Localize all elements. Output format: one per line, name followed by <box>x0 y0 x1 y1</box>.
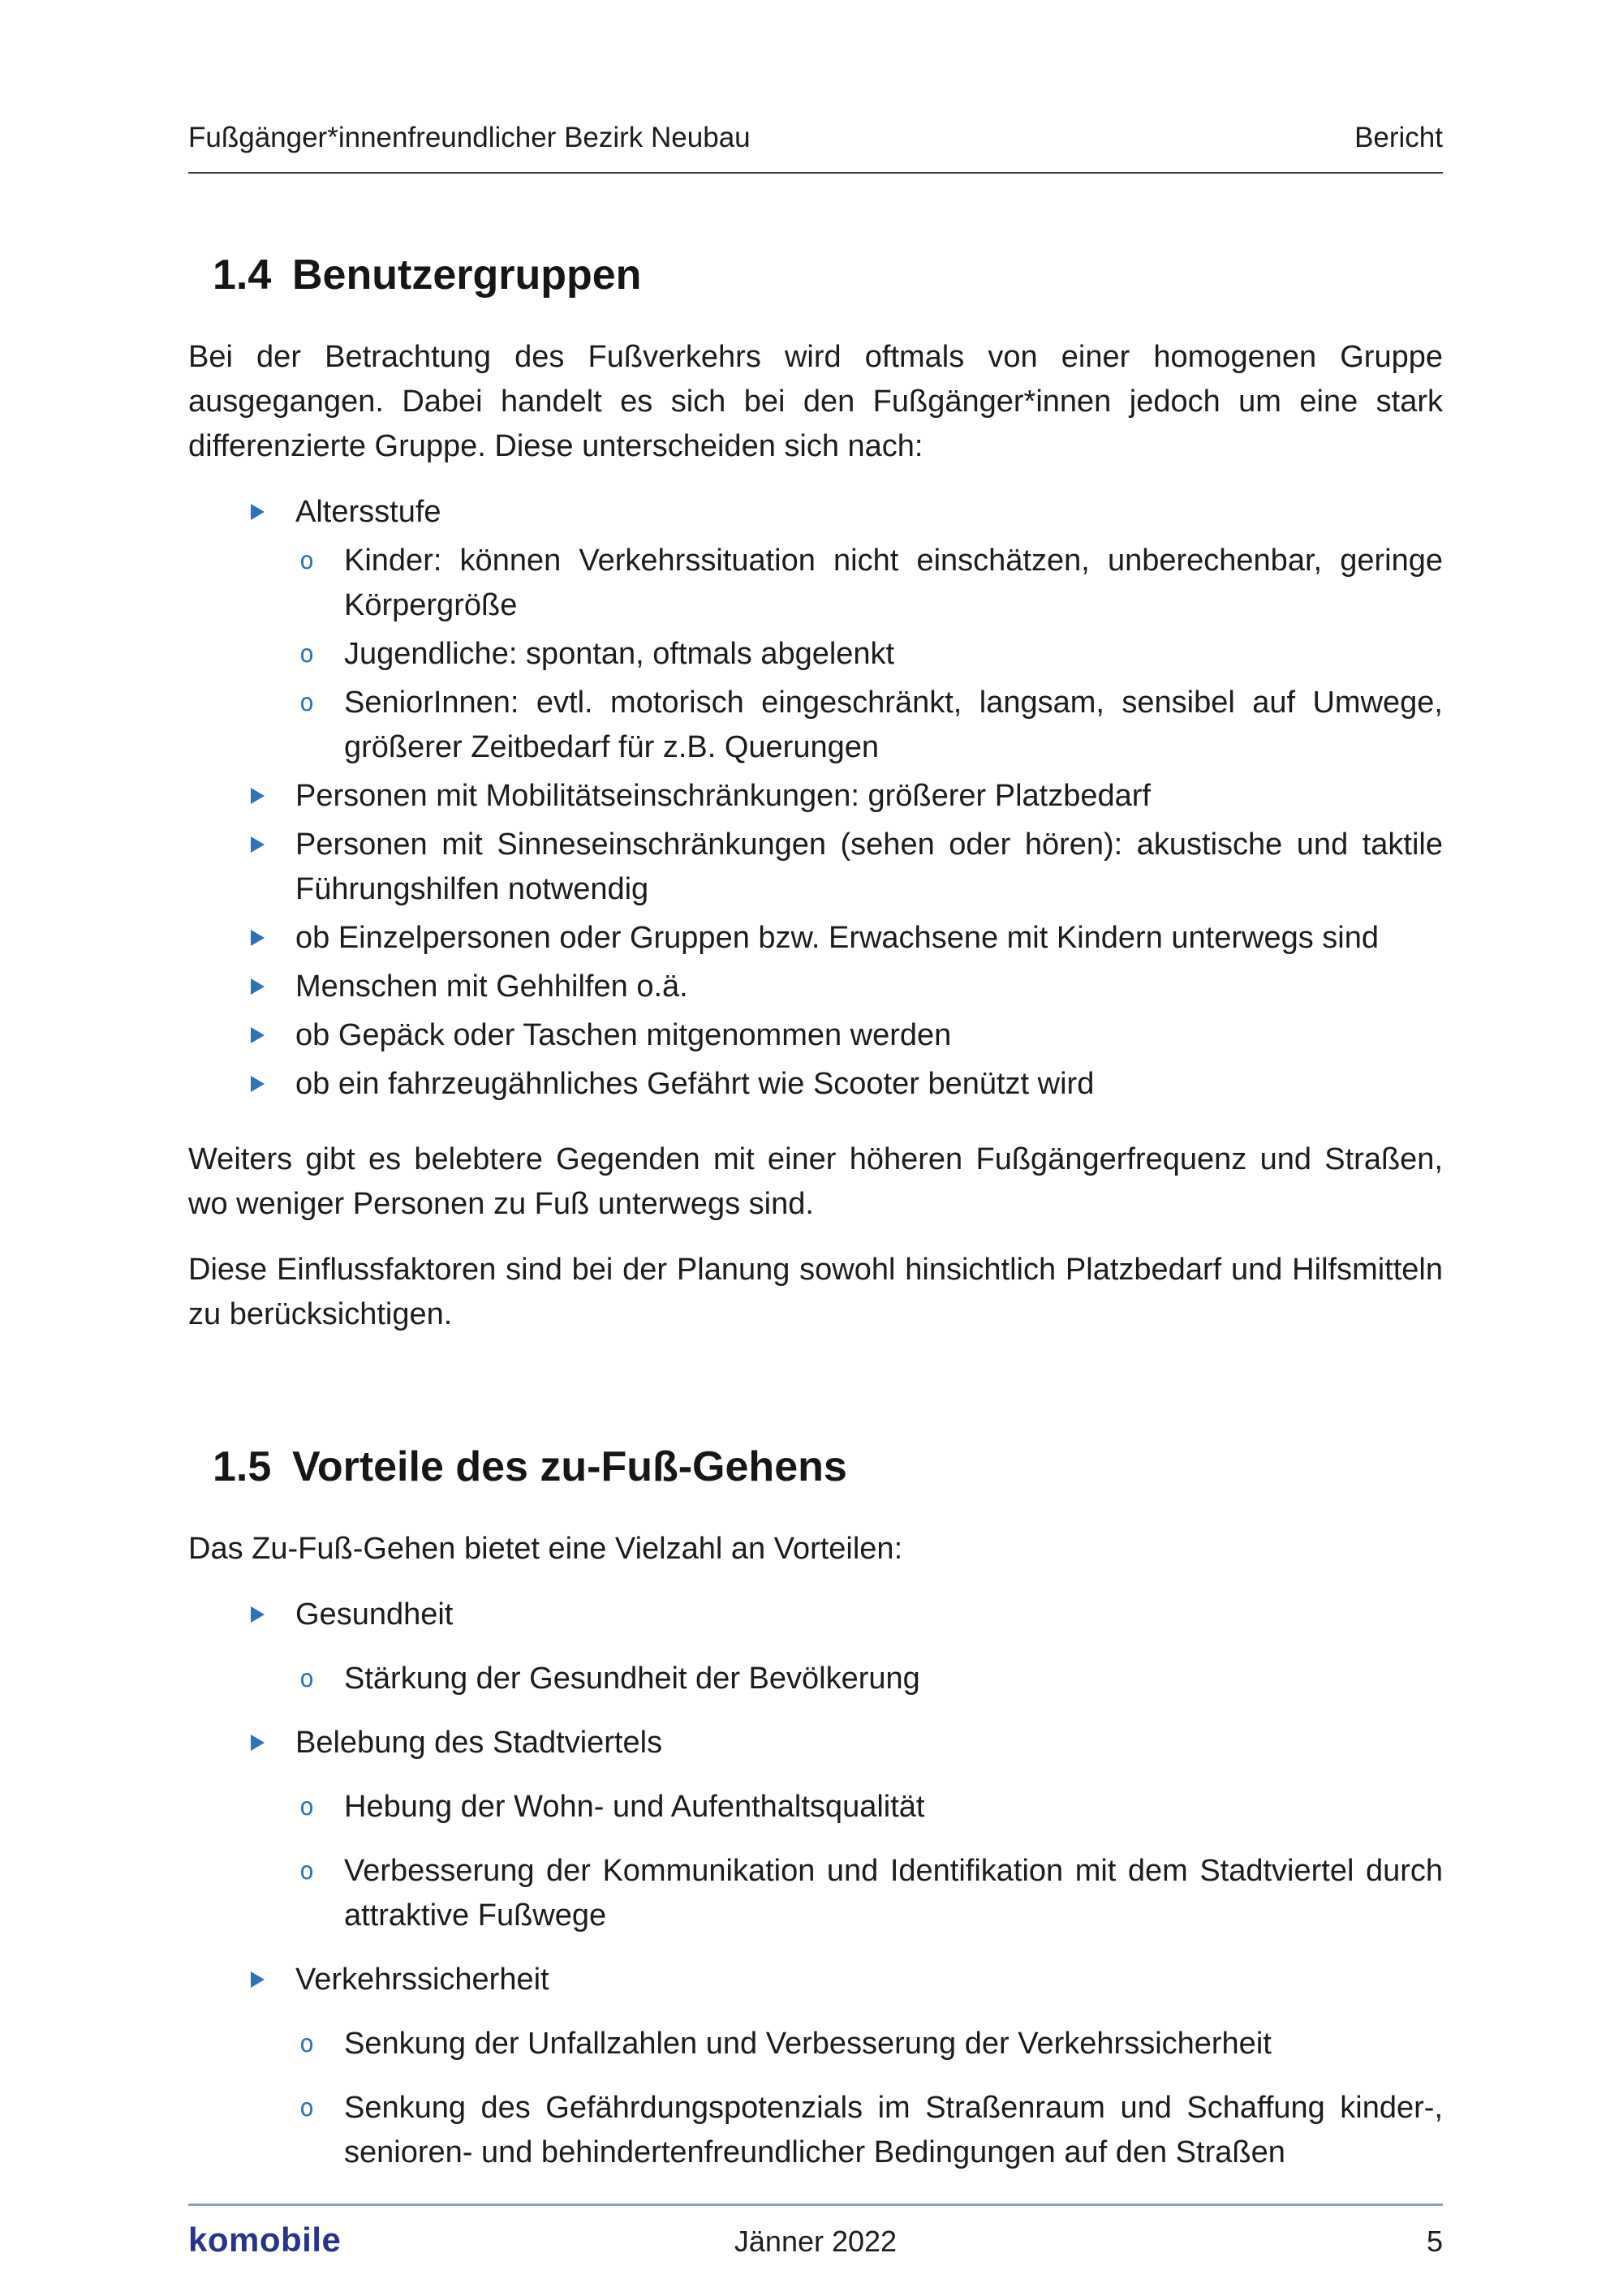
paragraph-intro-vorteile: Das Zu-Fuß-Gehen bietet eine Vielzahl an Vorteilen: <box>188 1532 903 1566</box>
header-right-text: Bericht <box>1354 122 1443 153</box>
sub-bullet-item <box>188 2022 1443 2066</box>
header-left-text: Fußgänger*innenfreundlicher Bezirk Neubau <box>188 122 751 153</box>
sub-bullet-text: Kinder: können Verkehrssituation nicht einschätzen, unberechenbar, geringe Körpergröße <box>344 544 1443 622</box>
triangle-bullet-icon <box>251 1971 265 1988</box>
bullet-list-vorteile <box>188 1593 1443 2175</box>
triangle-bullet-icon <box>251 836 265 853</box>
triangle-bullet-icon <box>251 1076 265 1092</box>
sub-bullet-text: SeniorInnen: evtl. motorisch eingeschränkt, langsam, sensibel auf Umwege, größerer Zeitbedarf für z.B. Querungen <box>344 686 1443 764</box>
bullet-item <box>188 1958 1443 2002</box>
bullet-item <box>188 1721 1443 1765</box>
bullet-text: Altersstufe <box>295 495 441 529</box>
sub-bullet-item <box>188 1785 1443 1829</box>
sub-bullet-item <box>188 1849 1443 1938</box>
section-title: Benutzergruppen <box>292 252 642 299</box>
bullet-text: Menschen mit Gehhilfen o.ä. <box>295 970 688 1004</box>
sub-bullet-item <box>188 1657 1443 1701</box>
bullet-text: Verkehrssicherheit <box>295 1963 549 1997</box>
bullet-text: Gesundheit <box>295 1597 454 1632</box>
triangle-bullet-icon <box>251 1735 265 1751</box>
footer-date: Jänner 2022 <box>734 2225 898 2258</box>
paragraph-intro-benutzergruppen: Bei der Betrachtung des Fußverkehrs wird oftmals von einer homogenen Gruppe ausgegangen. Dabei handelt es sich bei den Fußgänger*innen jedoch um eine stark differenzierte Gruppe. Diese unterscheiden sich nach: <box>188 340 1443 463</box>
circle-bullet-icon: o <box>299 1793 315 1821</box>
bullet-text: ob Gepäck oder Taschen mitgenommen werden <box>295 1018 952 1052</box>
section-number: 1.5 <box>213 1443 272 1490</box>
circle-bullet-icon: o <box>299 640 315 669</box>
circle-bullet-icon: o <box>299 2094 315 2122</box>
sub-bullet-text: Stärkung der Gesundheit der Bevölkerung <box>344 1662 920 1696</box>
sub-bullet-item <box>188 2086 1443 2175</box>
triangle-bullet-icon <box>251 788 265 804</box>
sub-bullet-item <box>188 539 1443 628</box>
bullet-list-benutzergruppen <box>188 490 1443 1107</box>
section-heading-vorteile <box>188 1443 1443 1491</box>
sub-bullet-text: Jugendliche: spontan, oftmals abgelenkt <box>344 637 895 671</box>
circle-bullet-icon: o <box>299 2030 315 2058</box>
bullet-item <box>188 490 1443 535</box>
footer-page-number: 5 <box>1426 2225 1443 2258</box>
sub-bullet-item <box>188 681 1443 770</box>
triangle-bullet-icon <box>251 930 265 946</box>
bullet-text: ob ein fahrzeugähnliches Gefährt wie Scooter benützt wird <box>295 1067 1095 1101</box>
triangle-bullet-icon <box>251 978 265 995</box>
bullet-item <box>188 965 1443 1009</box>
page-footer <box>188 2204 1443 2259</box>
bullet-text: Personen mit Sinneseinschränkungen (sehen oder hören): akustische und taktile Führungshilfen notwendig <box>295 828 1443 906</box>
bullet-text: ob Einzelpersonen oder Gruppen bzw. Erwachsene mit Kindern unterwegs sind <box>295 921 1379 955</box>
section-number: 1.4 <box>213 252 272 299</box>
sub-bullet-text: Senkung des Gefährdungspotenzials im Straßenraum und Schaffung kinder-, senioren- und behindertenfreundlicher Bedingungen auf den Straßen <box>344 2091 1443 2169</box>
bullet-item <box>188 823 1443 912</box>
bullet-item <box>188 1593 1443 1637</box>
sub-bullet-text: Verbesserung der Kommunikation und Identifikation mit dem Stadtviertel durch attraktive Fußwege <box>344 1854 1443 1933</box>
bullet-text: Belebung des Stadtviertels <box>295 1726 663 1760</box>
komobile-logo: komobile <box>188 2221 342 2259</box>
circle-bullet-icon: o <box>299 689 315 717</box>
paragraph-einflussfaktoren: Diese Einflussfaktoren sind bei der Planung sowohl hinsichtlich Platzbedarf und Hilfsmitteln zu berücksichtigen. <box>188 1253 1443 1331</box>
circle-bullet-icon: o <box>299 547 315 575</box>
bullet-item <box>188 1062 1443 1107</box>
sub-bullet-text: Hebung der Wohn- und Aufenthaltsqualität <box>344 1790 925 1824</box>
paragraph-weiters: Weiters gibt es belebtere Gegenden mit einer höheren Fußgängerfrequenz und Straßen, wo weniger Personen zu Fuß unterwegs sind. <box>188 1142 1443 1221</box>
section-heading-benutzergruppen <box>188 251 1443 299</box>
bullet-item <box>188 774 1443 819</box>
bullet-item <box>188 1013 1443 1058</box>
sub-bullet-text: Senkung der Unfallzahlen und Verbesserung der Verkehrssicherheit <box>344 2027 1272 2061</box>
triangle-bullet-icon <box>251 1027 265 1043</box>
section-title: Vorteile des zu-Fuß-Gehens <box>292 1443 847 1490</box>
sub-bullet-item <box>188 632 1443 677</box>
bullet-item <box>188 916 1443 961</box>
triangle-bullet-icon <box>251 504 265 520</box>
bullet-text: Personen mit Mobilitätseinschränkungen: größerer Platzbedarf <box>295 779 1151 813</box>
page-header <box>188 122 1443 174</box>
circle-bullet-icon: o <box>299 1665 315 1693</box>
triangle-bullet-icon <box>251 1606 265 1623</box>
circle-bullet-icon: o <box>299 1857 315 1885</box>
